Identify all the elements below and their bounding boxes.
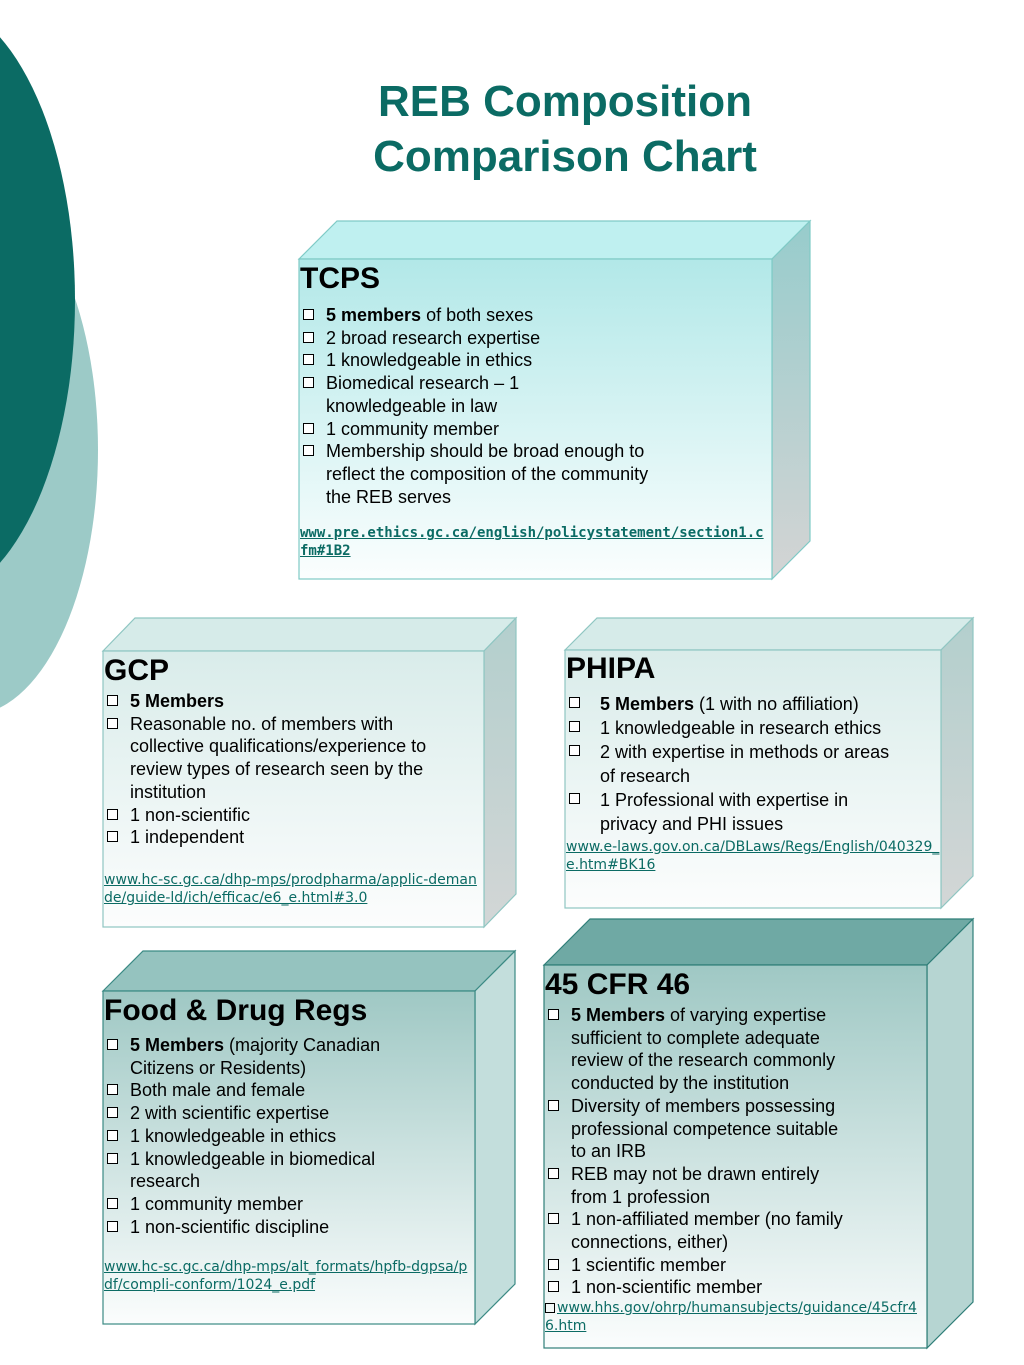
cfr-panel [545, 968, 925, 1335]
checkbox-bullet-icon [107, 1039, 118, 1050]
list-item: 1 knowledgeable in biomedical research [104, 1148, 413, 1193]
title-line-1: REB Composition [378, 77, 752, 126]
gcp-panel [104, 654, 482, 907]
checkbox-bullet-icon [303, 309, 314, 320]
checkbox-bullet-icon [303, 332, 314, 343]
phipa-heading: PHIPA [566, 652, 656, 685]
list-item: 1 knowledgeable in research ethics [566, 716, 900, 740]
list-item: Reasonable no. of members with collective qualifications/experience to review types of research seen by the institution [104, 713, 452, 804]
list-item: 2 broad research expertise [300, 327, 660, 350]
list-item: Both male and female [104, 1079, 413, 1102]
checkbox-bullet-icon [548, 1213, 559, 1224]
list-item: 1 non-scientific member [545, 1276, 855, 1299]
list-item: 1 Professional with expertise in privacy and PHI issues [566, 788, 900, 836]
list-item: 1 community member [104, 1193, 413, 1216]
phipa-link[interactable]: www.e-laws.gov.on.ca/DBLaws/Regs/English/040329_e.htm#BK16 [566, 839, 940, 873]
gcp-heading: GCP [104, 654, 170, 687]
cfr-link-row [545, 1299, 925, 1335]
checkbox-bullet-icon [107, 1153, 118, 1164]
list-item: 5 Members [104, 690, 452, 713]
list-item: 1 independent [104, 826, 452, 849]
checkbox-bullet-icon [107, 718, 118, 729]
checkbox-bullet-icon [107, 831, 118, 842]
checkbox-bullet-icon [569, 697, 580, 708]
checkbox-bullet-icon [303, 445, 314, 456]
list-item: 1 knowledgeable in ethics [300, 349, 660, 372]
list-item: 1 non-affiliated member (no family connections, either) [545, 1208, 855, 1253]
checkbox-bullet-icon [107, 1130, 118, 1141]
fdr-list [104, 1034, 473, 1238]
checkbox-bullet-icon [548, 1259, 559, 1270]
list-item: 5 members of both sexes [300, 304, 660, 327]
checkbox-bullet-icon [548, 1281, 559, 1292]
fdr-heading: Food & Drug Regs [104, 994, 368, 1027]
checkbox-bullet-icon [107, 1107, 118, 1118]
list-item: 5 Members (1 with no affiliation) [566, 692, 900, 716]
list-item: 1 non-scientific [104, 804, 452, 827]
list-item: Diversity of members possessing professional competence suitable to an IRB [545, 1095, 855, 1163]
tcps-panel [300, 262, 770, 560]
list-item: Biomedical research – 1 knowledgeable in law [300, 372, 660, 417]
cfr-list [545, 1004, 925, 1299]
fdr-panel [104, 994, 473, 1294]
checkbox-bullet-icon [107, 1084, 118, 1095]
tcps-heading: TCPS [300, 262, 381, 295]
list-item: 1 community member [300, 418, 660, 441]
checkbox-bullet-icon [569, 745, 580, 756]
list-item: Membership should be broad enough to reflect the composition of the community the REB serves [300, 440, 660, 508]
phipa-list [566, 692, 940, 836]
checkbox-bullet-icon [548, 1009, 559, 1020]
checkbox-bullet-icon [569, 721, 580, 732]
page-title [330, 74, 800, 184]
list-item: 1 scientific member [545, 1254, 855, 1277]
checkbox-bullet-icon [107, 1221, 118, 1232]
title-line-2: Comparison Chart [373, 132, 757, 181]
checkbox-bullet-icon [545, 1303, 555, 1313]
checkbox-bullet-icon [303, 423, 314, 434]
list-item: 2 with expertise in methods or areas of research [566, 740, 900, 788]
checkbox-bullet-icon [303, 354, 314, 365]
checkbox-bullet-icon [569, 793, 580, 804]
checkbox-bullet-icon [303, 377, 314, 388]
list-item: REB may not be drawn entirely from 1 profession [545, 1163, 855, 1208]
gcp-link[interactable]: www.hc-sc.gc.ca/dhp-mps/prodpharma/applic-demande/guide-ld/ich/efficac/e6_e.html#3.0 [104, 871, 477, 906]
checkbox-bullet-icon [107, 809, 118, 820]
checkbox-bullet-icon [107, 1198, 118, 1209]
cfr-heading: 45 CFR 46 [545, 968, 691, 1001]
checkbox-bullet-icon [107, 695, 118, 706]
gcp-list [104, 690, 482, 849]
tcps-link[interactable]: www.pre.ethics.gc.ca/english/policystatement/section1.cfm#1B2 [300, 525, 764, 560]
phipa-panel [566, 652, 940, 874]
list-item: 1 knowledgeable in ethics [104, 1125, 413, 1148]
checkbox-bullet-icon [548, 1168, 559, 1179]
list-item: 5 Members of varying expertise sufficient to complete adequate review of the research commonly conducted by the institution [545, 1004, 855, 1095]
tcps-list [300, 304, 770, 508]
list-item: 5 Members (majority Canadian Citizens or Residents) [104, 1034, 413, 1079]
list-item: 2 with scientific expertise [104, 1102, 413, 1125]
checkbox-bullet-icon [548, 1100, 559, 1111]
list-item: 1 non-scientific discipline [104, 1216, 413, 1239]
cfr-link[interactable]: www.hhs.gov/ohrp/humansubjects/guidance/45cfr46.htm [545, 1300, 917, 1335]
fdr-link[interactable]: www.hc-sc.gc.ca/dhp-mps/alt_formats/hpfb-dgpsa/pdf/compli-conform/1024_e.pdf [104, 1259, 468, 1294]
